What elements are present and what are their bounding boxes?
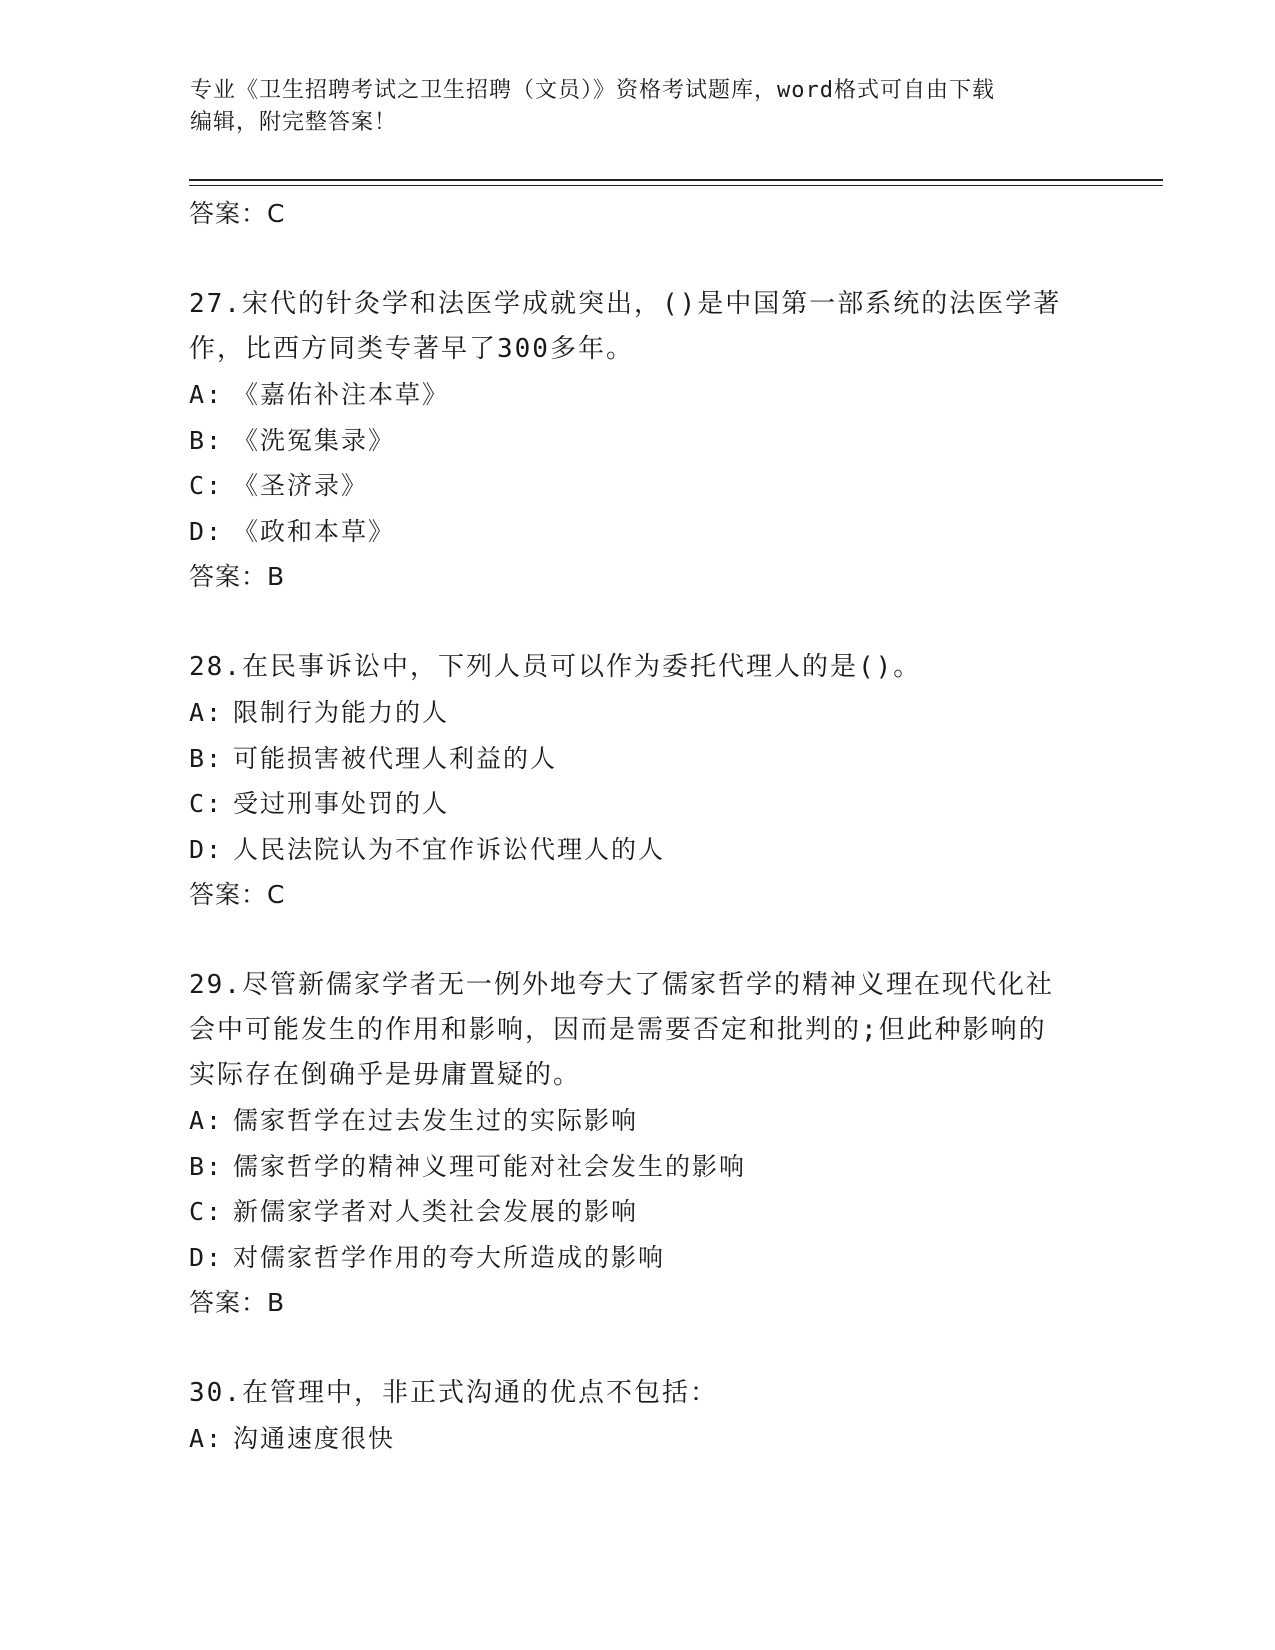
option-c <box>189 1189 1089 1235</box>
header-line-2: 编辑，附完整答案！ <box>190 110 398 135</box>
option-text: 新儒家学者对人类社会发展的影响 <box>233 1197 639 1226</box>
answer-27: 答案：B <box>189 562 286 591</box>
option-text: 可能损害被代理人利益的人 <box>233 743 558 773</box>
option-letter: C: <box>189 789 224 818</box>
option-letter: D: <box>189 1242 224 1272</box>
question-text <box>189 963 1089 1098</box>
question-line: 29.尽管新儒家学者无一例外地夸大了儒家哲学的精神义理在现代化社 <box>189 970 1054 1000</box>
option-letter: B: <box>189 1151 224 1181</box>
option-text: 人民法院认为不宜作诉讼代理人的人 <box>233 834 666 864</box>
option-letter: B: <box>189 743 224 773</box>
option-text: 对儒家哲学作用的夸大所造成的影响 <box>233 1242 666 1272</box>
option-a <box>189 1098 1089 1144</box>
question-text <box>189 282 1089 372</box>
header-divider-thick <box>189 179 1163 181</box>
option-letter: D: <box>189 516 224 546</box>
option-text: 《政和本草》 <box>233 516 396 546</box>
question-line: 会中可能发生的作用和影响，因而是需要否定和批判的;但此种影响的 <box>189 1015 1047 1045</box>
option-letter: A: <box>189 380 224 409</box>
question-text <box>189 1371 1089 1416</box>
header-divider-thin <box>189 185 1163 186</box>
answer-26: 答案：C <box>189 199 286 228</box>
option-a <box>189 372 1089 418</box>
option-b <box>189 736 1089 782</box>
question-line: 30.在管理中，非正式沟通的优点不包括： <box>189 1378 718 1408</box>
option-d <box>189 827 1089 873</box>
option-letter: D: <box>189 834 224 864</box>
option-d <box>189 509 1089 555</box>
option-c <box>189 781 1089 827</box>
answer-28: 答案：C <box>189 880 286 909</box>
question-30 <box>189 1371 1089 1462</box>
option-text: 《嘉佑补注本草》 <box>233 380 450 409</box>
option-text: 《洗冤集录》 <box>233 425 396 455</box>
option-text: 限制行为能力的人 <box>233 698 450 727</box>
option-text: 沟通速度很快 <box>233 1424 396 1453</box>
question-27 <box>189 282 1089 600</box>
question-line: 27.宋代的针灸学和法医学成就突出，()是中国第一部系统的法医学著 <box>189 289 1062 319</box>
option-b <box>189 418 1089 464</box>
option-letter: B: <box>189 425 224 455</box>
option-letter: A: <box>189 1424 224 1453</box>
question-28 <box>189 645 1089 918</box>
option-b <box>189 1144 1089 1190</box>
question-text <box>189 645 1089 690</box>
document-header <box>190 75 1090 139</box>
option-text: 儒家哲学在过去发生过的实际影响 <box>233 1106 639 1135</box>
option-letter: A: <box>189 698 224 727</box>
question-line: 实际存在倒确乎是毋庸置疑的。 <box>189 1060 582 1090</box>
question-list <box>189 191 1089 1462</box>
option-letter: A: <box>189 1106 224 1135</box>
option-d <box>189 1235 1089 1281</box>
answer-29: 答案：B <box>189 1288 286 1317</box>
option-a <box>189 690 1089 736</box>
option-c <box>189 463 1089 509</box>
header-line-1: 专业《卫生招聘考试之卫生招聘（文员）》资格考试题库，word格式可自由下载 <box>190 78 995 103</box>
option-letter: C: <box>189 1197 224 1226</box>
option-a <box>189 1416 1089 1462</box>
question-line: 28.在民事诉讼中，下列人员可以作为委托代理人的是()。 <box>189 652 922 682</box>
option-text: 《圣济录》 <box>233 471 369 500</box>
option-text: 受过刑事处罚的人 <box>233 789 450 818</box>
option-letter: C: <box>189 471 224 500</box>
option-text: 儒家哲学的精神义理可能对社会发生的影响 <box>233 1151 747 1181</box>
question-line: 作，比西方同类专著早了300多年。 <box>189 334 634 364</box>
question-29 <box>189 963 1089 1326</box>
